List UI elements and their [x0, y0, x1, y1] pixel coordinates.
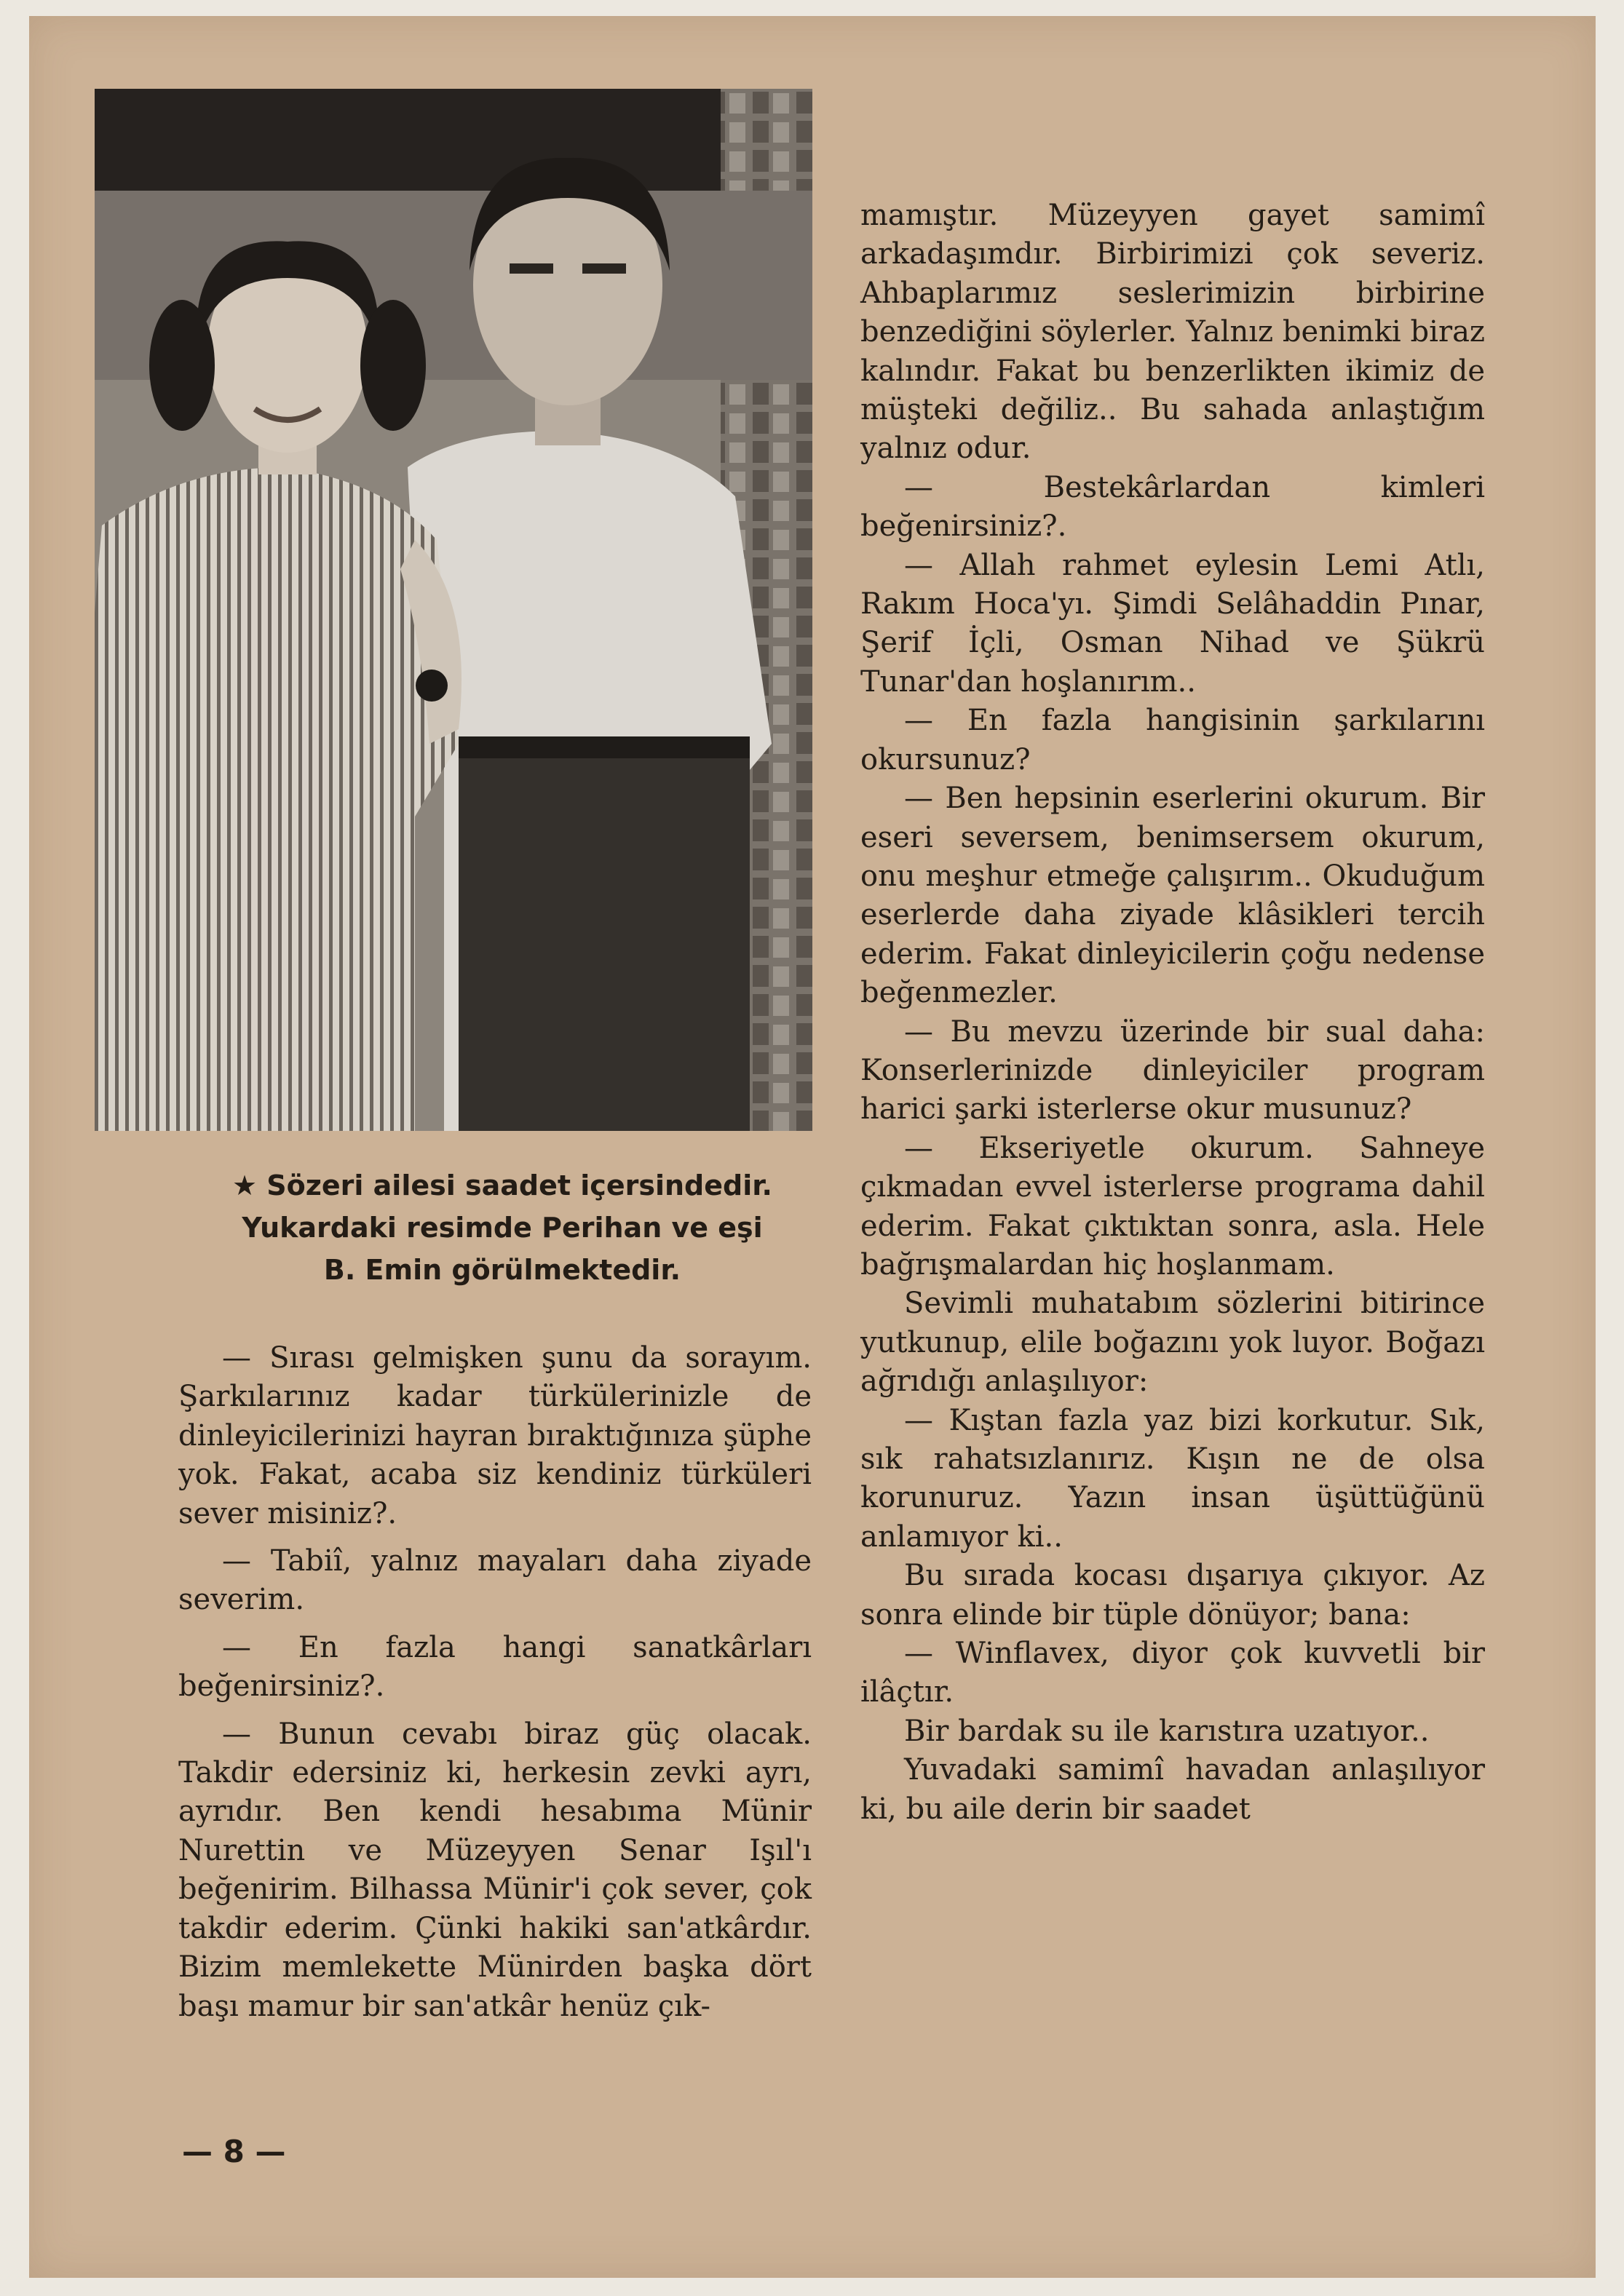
caption-line: ★ Sözeri ailesi saadet içersindedir.: [232, 1169, 772, 1201]
paragraph: — Allah rahmet eylesin Lemi Atlı, Rakım Hoca'yı. Şimdi Selâhaddin Pınar, Şerif İçli, Osman Nihad ve Şükrü Tunar'dan hoşlanırım..: [860, 548, 1485, 699]
paragraph: Yuvadaki samimî havadan anlaşılıyor ki, bu aile derin bir saadet: [860, 1753, 1485, 1826]
paragraph: — Kıştan fazla yaz bizi korkutur. Sık, sık rahatsızlanırız. Kışın ne de olsa korunuruz. Yazın insan üşüttüğünü anlamıyor ki..: [860, 1403, 1485, 1554]
paragraph: mamıştır. Müzeyyen gayet samimî arkadaşımdır. Birbirimizi çok severiz. Ahbaplarımız seslerimizin birbirine benzediğini söylerler. Yalnız benimki biraz kalındır. Fakat bu benzerlikten ikimiz de müşteki değiliz.. Bu sahada anlaştığım yalnız odur.: [860, 199, 1485, 466]
magazine-page: [29, 16, 1596, 2278]
paragraph: — Sırası gelmişken şunu da sorayım. Şarkılarınız kadar türkülerinizle de dinleyicilerinizi hayran bıraktığınıza şüphe yok. Fakat, acaba siz kendiniz türküleri sever misiniz?.: [178, 1341, 812, 1530]
paragraph: — Winflavex, diyor çok kuvvetli bir ilâçtır.: [860, 1637, 1485, 1709]
caption-line: Yukardaki resimde Perihan ve eşi: [242, 1212, 763, 1244]
paragraph: Bu sırada kocası dışarıya çıkıyor. Az sonra elinde bir tüple dönüyor; bana:: [860, 1559, 1485, 1632]
photo-caption: [175, 1164, 830, 1291]
paragraph: — Tabiî, yalnız mayaları daha ziyade severim.: [178, 1544, 812, 1617]
paragraph: — En fazla hangisinin şarkılarını okursunuz?: [860, 704, 1485, 776]
paragraph: — Bestekârlardan kimleri beğenirsiniz?.: [860, 470, 1485, 544]
right-text-column: [860, 196, 1485, 1829]
caption-line: B. Emin görülmektedir.: [323, 1254, 681, 1286]
paragraph: Bir bardak su ile karıstıra uzatıyor..: [904, 1714, 1430, 1748]
paragraph: Sevimli muhatabım sözlerini bitirince yutkunup, elile boğazını yok luyor. Boğazı ağrıdığı anlaşılıyor:: [860, 1287, 1485, 1399]
paragraph: — Ben hepsinin eserlerini okurum. Bir eseri seversem, benimsersem okurum, onu meşhur etmeğe çalışırım.. Okuduğum eserlerde daha ziyade klâsikleri tercih ederim. Fakat dinleyicilerin çoğu nedense beğenmezler.: [860, 782, 1485, 1010]
paragraph: — Ekseriyetle okurum. Sahneye çıkmadan evvel isterlerse programa dahil ederim. Fakat çıktıktan sonra, asla. Hele bağrışmalardan hiç hoşlanmam.: [860, 1131, 1485, 1282]
paragraph: — Bu mevzu üzerinde bir sual daha: Konserlerinizde dinleyiciler program harici şarki isterlerse okur musunuz?: [860, 1014, 1485, 1127]
paragraph: — Bunun cevabı biraz güç olacak. Takdir edersiniz ki, herkesin zevki ayrı, ayrıdır. Ben kendi hesabıma Münir Nurettin ve Müzeyyen Senar Işıl'ı beğenirim. Bilhassa Münir'i çok sever, çok takdir ederim. Çünki hakiki san'atkârdır. Bizim memlekette Münirden başka dört başı mamur bir san'atkâr henüz çık-: [178, 1717, 812, 2023]
left-text-column: [178, 1339, 812, 2026]
page-number: — 8 —: [182, 2134, 286, 2169]
paragraph: — En fazla hangi sanatkârları beğenirsiniz?.: [178, 1630, 812, 1704]
couple-photograph: [95, 89, 812, 1131]
